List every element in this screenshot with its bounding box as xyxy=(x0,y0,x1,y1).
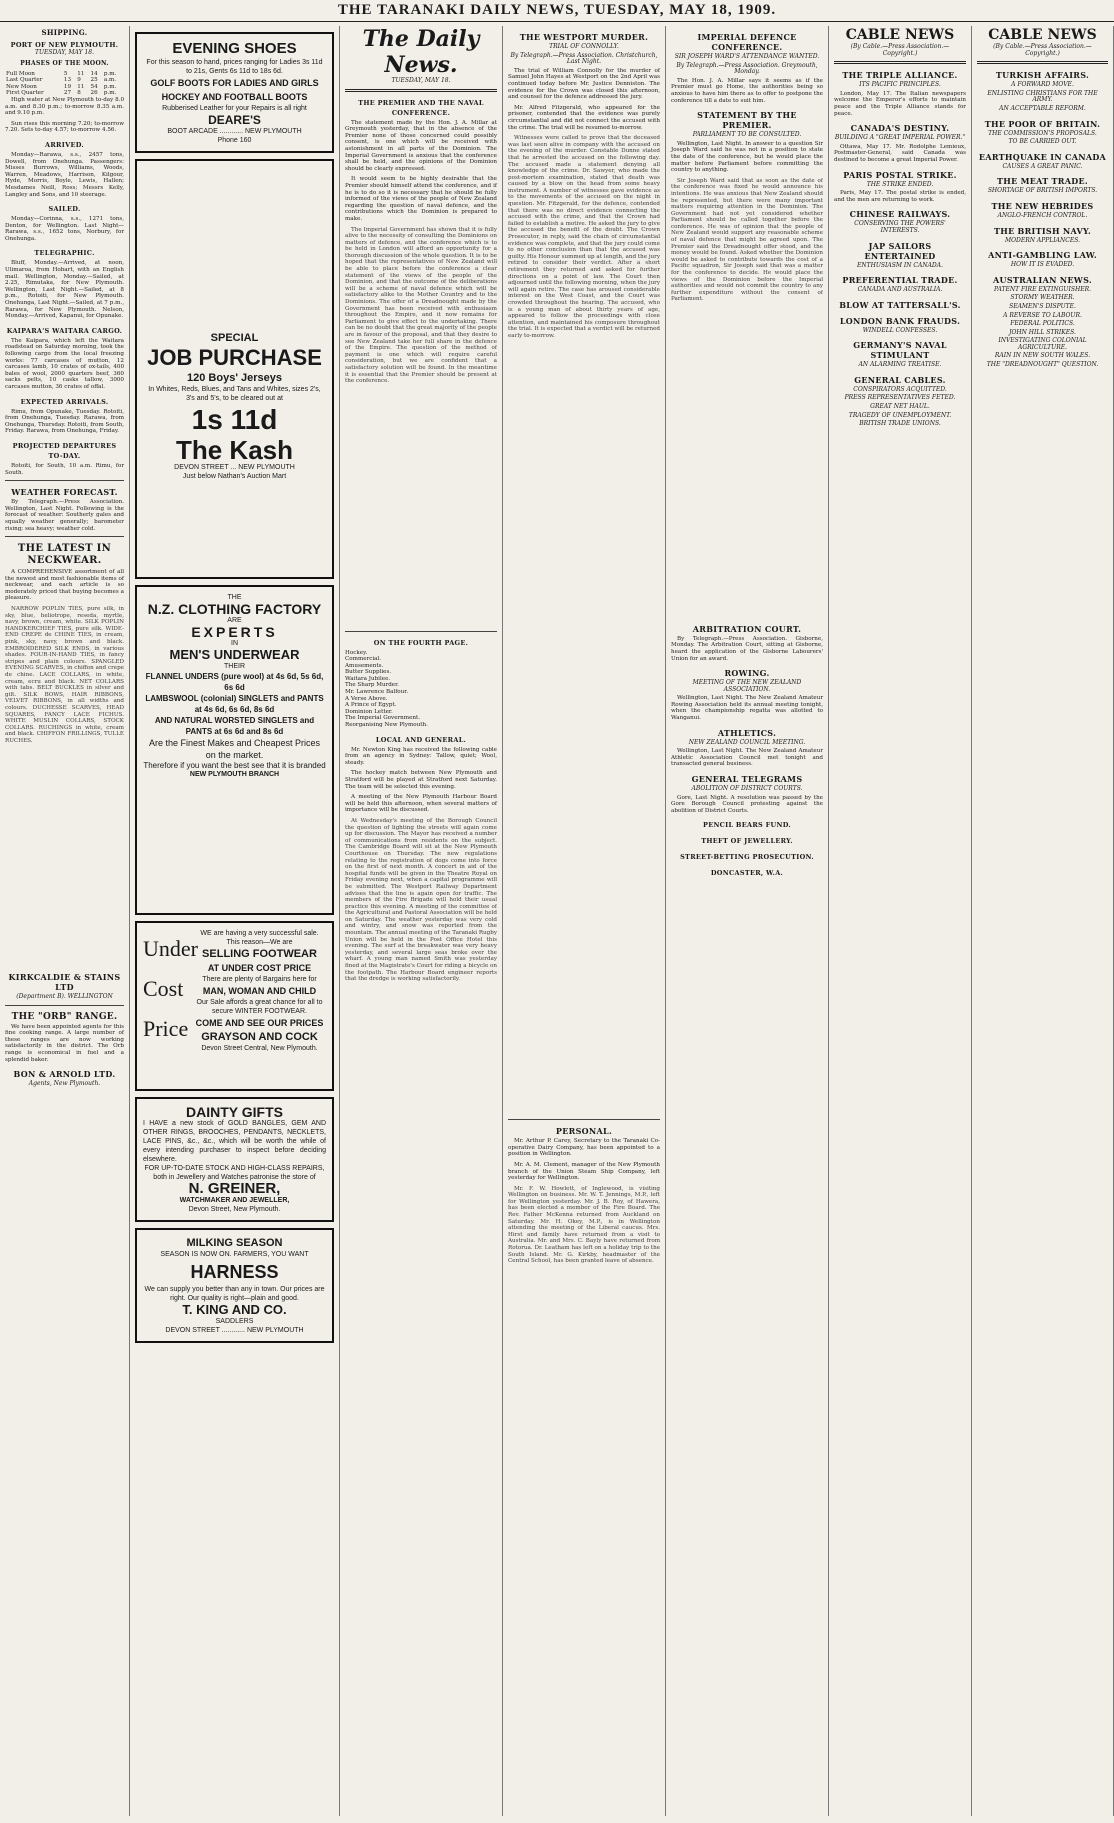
bon-arnold-place: Agents, New Plymouth. xyxy=(28,1080,101,1088)
harness-ad xyxy=(135,1228,334,1343)
hockey-boots-text: HOCKEY AND FOOTBALL BOOTS xyxy=(161,92,308,102)
extinguisher-sub: PATENT FIRE EXTINGUISHER. xyxy=(993,285,1091,293)
jap-sailors-sub: ENTHUSIASM IN CANADA. xyxy=(857,261,943,269)
australian-news-heading: AUSTRALIAN NEWS. xyxy=(993,274,1092,285)
jap-sailors-heading: JAP SAILORS ENTERTAINED xyxy=(864,240,936,261)
westport-sub: TRIAL OF CONNOLLY. xyxy=(549,43,619,50)
telegraphic-heading: TELEGRAPHIC. xyxy=(34,249,95,258)
cost-word: Cost xyxy=(143,976,184,1001)
chinese-railways-heading: CHINESE RAILWAYS. xyxy=(849,209,951,220)
canada-destiny-sub: BUILDING A "GREAT IMPERIAL POWER." xyxy=(834,134,966,142)
bank-frauds-heading: LONDON BANK FRAUDS. xyxy=(839,315,961,326)
nz-clothing-ad xyxy=(135,585,334,915)
therefore-text: Therefore if you want the best see that it is branded xyxy=(143,761,326,770)
editorial-continuation: The Imperial Government has shown that it is fully alive to the necessity of consulting the Dominions on matters of defence, and the conference which is to be held in London will afford an opportunity for a thorough discussion of the whole question. It is to be hoped that the representatives of New Zealand will be able to place before the conference a clear statement of the views of the people of the Dominion, and that the outcome of the deliberations will be a scheme of naval defence which will be satisfactory alike to the Mother Country and to the Dominions. The offer of a Dreadnought made by the Government has been received with enthusiasm throughout the Empire, and it now remains for Parliament to give effect to the undertaking. There can be no doubt that the great majority of the people are in favour of the proposal, and that they desire to see New Zealand take her full share in the defence of the Empire. The question of the method of payment is one which will require careful consideration, but we are confident that a satisfactory solution will be found. In the meantime it is essential that the Premier should be present at the conference. xyxy=(345,226,497,385)
dreadnought-sub: THE "DREADNOUGHT" QUESTION. xyxy=(986,361,1099,369)
job-purchase-ad xyxy=(135,159,334,579)
nz-are: ARE xyxy=(227,617,242,624)
bank-frauds-sub: WINDELL CONFESSES. xyxy=(862,326,938,334)
moon-heading: PHASES OF THE MOON. xyxy=(20,59,109,67)
germany-naval-heading: GERMANY'S NAVAL STIMULANT xyxy=(853,340,947,361)
greiner-name: N. GREINER, xyxy=(188,1180,281,1197)
poor-britain-heading: THE POOR OF BRITAIN. xyxy=(984,118,1101,129)
shipping-date: TUESDAY, MAY 18. xyxy=(34,49,95,56)
shortage-sub: SHORTAGE OF BRITISH IMPORTS. xyxy=(987,187,1098,195)
preferential-trade-heading: PREFERENTIAL TRADE. xyxy=(842,275,958,286)
list-item: Butter Supplies. xyxy=(345,669,392,676)
theft-heading: THEFT OF JEWELLERY. xyxy=(701,837,793,846)
sailed-heading: SAILED. xyxy=(48,205,81,214)
rowing-sub: MEETING OF THE NEW ZEALAND ASSOCIATION. xyxy=(692,679,802,693)
cable-news-title-2: CABLE NEWS xyxy=(988,27,1097,43)
fourth-page-heading: ON THE FOURTH PAGE. xyxy=(373,638,469,647)
sailed-text: Monday—Corinna, s.s., 1271 tons, Denton, for Wellington. Last Night—Rarawa, s.s., 1652 tons, Norbury, for Onehunga. xyxy=(5,216,124,242)
new-hebrides-heading: THE NEW HEBRIDES xyxy=(991,200,1094,211)
general-telegrams-body: Gore, Last Night. A resolution was passed by the Gore Borough Council protesting against the abolition of District Courts. xyxy=(671,794,823,814)
projected-heading: PROJECTED DEPARTURES TO-DAY. xyxy=(12,441,117,460)
cargo-text: The Kaipara, which left the Waitara roadstead on Saturday morning, took the following cargo from the local freezing works: 77 carcases of mutton, 12 carcases lamb, 10 crates of ox-tails, 400 bales of wool, 2000 quarters beef, 360 sacks pelts, 10 casks tallow, 3000 carcases mutton, 36 crates of offal. xyxy=(5,337,124,390)
natural-worsted-text: AND NATURAL WORSTED SINGLETS and PANTS at 6s 6d and 8s 6d xyxy=(154,716,315,736)
john-hill-sub: JOHN HILL STRIKES. xyxy=(1009,328,1076,336)
job-purchase-heading: JOB PURCHASE xyxy=(147,345,322,370)
telegraphic-text: Bluff, Monday.—Arrived, at noon, Ulimaroa, from Hobart, with an English mail. Wellington, Monday.—Sailed, at 2.25, Rimutaka, for New Plymouth. Wellington, Last Night.—Sailed, at 8 p.m., Rotoiti, for New Plymouth. Onehunga, Last Night.—Sailed, at 7 p.m., Rarawa, for New Plymouth. Nelson, Monday.—Arrived, Kapanui, for Opunake. xyxy=(5,260,124,320)
dainty-gifts-ad xyxy=(135,1097,334,1222)
cable-news-title: CABLE NEWS xyxy=(845,27,955,43)
jerseys-desc: In Whites, Reds, Blues, and Tans and Whites, sizes 2's, 3's and 5's, to be cleared out at xyxy=(148,386,321,402)
at-under-cost: AT UNDER COST PRICE xyxy=(207,963,312,973)
cable-news-sub: (By Cable.—Press Association.—Copyright.) xyxy=(850,43,950,57)
arrived-text: Monday—Rarawa, s.s., 2457 tons, Dowell, from Onehunga. Passengers: Misses Burrows, Williams, Woods, Warren, Meadows, Harrison, Kilgour, Hyde, Morris, Boyle, Lewis, Hallen; Mesdames Neill, Ross; Messrs Kelly, Langley and Sons, and 10 steerage. xyxy=(5,151,124,198)
projected-text: Rotoiti, for South, 10 a.m. Rimu, for South. xyxy=(5,462,124,476)
imperial-defence-tele: By Telegraph.—Press Association. Greymouth, Monday. xyxy=(676,61,818,76)
germany-naval-sub: AN ALARMING TREATISE. xyxy=(858,361,942,369)
press-feted-sub: PRESS REPRESENTATIVES FETED. xyxy=(844,394,956,402)
saddlers-text: SADDLERS xyxy=(215,1318,254,1325)
editorial-heading: THE PREMIER AND THE NAVAL CONFERENCE. xyxy=(358,98,484,117)
list-item: Dominion Letter. xyxy=(345,708,393,715)
paper-name: The Daily News. xyxy=(362,26,480,78)
earthquake-heading: EARTHQUAKE IN CANADA xyxy=(978,151,1107,162)
personal-heading: PERSONAL. xyxy=(555,1126,613,1137)
table-row: First Quarter 27 8 26 p.m. xyxy=(6,90,117,97)
westport-continuation: Witnesses were called to prove that the deceased was last seen alive in company with the accused on the evening of the murder. Constable Dunne stated that he arrested the accused on the following day. The accused made a statement denying all knowledge of the crime. Dr. Sawyer, who made the post-mortem examination, stated that death was caused by a blow on the head from some heavy instrument. A number of witnesses gave evidence as to the movements of the accused on the night in question. Mr. Fitzgerald, for the defence, contended that there was no direct evidence connecting the accused with the crime, and that the Crown had failed to establish a motive. He asked the jury to give the accused the benefit of the doubt. The Crown Prosecutor, in reply, said the chain of circumstantial evidence was complete, and that the jury could come to no other conclusion than that the accused was guilty. His Honour summed up at length, and the jury retired to consider their verdict. After a short retirement they returned and asked for further directions on a point of law. The Court then adjourned until the following morning, when the jury will again retire. The case has aroused considerable interest on the West Coast, and the Court was crowded throughout the hearing. The accused, who is a young man of about thirty years of age, appeared to follow the proceedings with close attention, and maintained his composure throughout the trial. It is expected that a verdict will be returned early to-morrow. xyxy=(508,135,660,339)
neckwear-heading: THE LATEST IN NECKWEAR. xyxy=(17,543,112,567)
athletics-sub: NEW ZEALAND COUNCIL MEETING. xyxy=(688,738,806,746)
editorial-body-2: It would seem to be highly desirable that the Premier should himself attend the conference, and if he is to do so it is necessary that he should be fully informed of the views of the people of New Zealand regarding the question of naval defence, and the contributions which the Dominion is prepared to make. xyxy=(345,176,497,222)
general-telegrams-heading: GENERAL TELEGRAMS xyxy=(691,774,803,785)
table-row: New Moon 19 11 54 p.m. xyxy=(6,83,117,90)
rubber-leather-text: Rubberised Leather for your Repairs is all right xyxy=(162,105,307,112)
king-address: DEVON STREET ............ NEW PLYMOUTH xyxy=(165,1327,304,1334)
evaded-sub: HOW IT IS EVADED. xyxy=(1010,261,1075,269)
price-word: Price xyxy=(143,1016,189,1041)
westport-heading: THE WESTPORT MURDER. xyxy=(519,32,649,42)
kash-address: DEVON STREET ... NEW PLYMOUTH xyxy=(174,464,295,471)
turkish-affairs-heading: TURKISH AFFAIRS. xyxy=(995,70,1090,81)
nz-branch: NEW PLYMOUTH BRANCH xyxy=(189,771,280,778)
under-cost-ad xyxy=(135,921,334,1091)
personal-body-2: Mr. A. M. Clement, manager of the New Plymouth branch of the Union Steam Ship Company, left yesterday for Wellington. xyxy=(508,1161,660,1182)
personal-body: Mr. Arthur P. Carey, Secretary to the Taranaki Co-operative Dairy Company, has been appointed to a position in Wellington. xyxy=(508,1138,660,1158)
golf-boots-text: GOLF BOOTS FOR LADIES AND GIRLS xyxy=(150,78,319,88)
kirkcaldie-dept: (Department B). WELLINGTON xyxy=(16,993,113,1001)
flannel-text: FLANNEL UNDERS (pure wool) at 4s 6d, 5s 6d, 6s 6d xyxy=(145,672,324,692)
local-body-3: A meeting of the New Plymouth Harbour Board will be held this afternoon, when several matters of importance will be discussed. xyxy=(345,794,497,814)
list-item: Commercial. xyxy=(345,656,382,663)
selling-intro: WE are having a very successful sale. This reason—We are xyxy=(200,930,319,946)
expected-heading: EXPECTED ARRIVALS. xyxy=(20,397,109,406)
evening-shoes-sub: For this season to hand, prices ranging for Ladies 3s 11d to 21s, Gents 6s 11d to 18s 6d. xyxy=(146,59,323,75)
chinese-railways-sub: CONSERVING THE POWERS' INTERESTS. xyxy=(854,220,946,234)
paris-strike-heading: PARIS POSTAL STRIKE. xyxy=(843,169,957,180)
list-item: Hockey. xyxy=(345,649,368,656)
paris-strike-body: Paris, May 17. The postal strike is ended, and the men are returning to work. xyxy=(834,190,966,203)
meat-trade-heading: THE MEAT TRADE. xyxy=(997,176,1088,187)
deare-phone: Phone 160 xyxy=(217,137,252,144)
under-word: Under xyxy=(143,936,198,961)
kirkcaldie-name: KIRKCALDIE & STAINS LTD xyxy=(8,972,121,993)
dainty-gifts-body: I HAVE a new stock of GOLD BANGLES, GEM AND OTHER RINGS, BROOCHES, PENDANTS, NECKLETS, LACE PINS, &c., &c., which will be worth the while of every intending purchaser to inspect before deciding elsewhere. xyxy=(143,1120,326,1163)
column-cable-news-2 xyxy=(972,26,1114,1816)
orb-text: We have been appointed agents for this fine cooking range. A large number of these ranges are now working satisfactorily in the district. The Orb range is economical in fuel and a splendid baker. xyxy=(5,1023,124,1063)
general-cables-sub: CONSPIRATORS ACQUITTED. xyxy=(853,385,947,393)
rowing-body: Wellington, Last Night. The New Zealand Amateur Rowing Association held its annual meeting tonight, when the championship regatta was allotted to Wanganui. xyxy=(671,695,823,722)
reverse-labour-sub: A REVERSE TO LABOUR. xyxy=(1003,311,1082,319)
carried-out-sub: TO BE CARRIED OUT. xyxy=(1008,138,1077,146)
enlisting-sub: ENLISTING CHRISTIANS FOR THE ARMY. xyxy=(987,89,1098,104)
harness-heading: HARNESS xyxy=(190,1262,279,1282)
neckwear-text: A COMPREHENSIVE assortment of all the newest and most fashionable items of neckwear, and each article is so moderately priced that buying becomes a pleasure. xyxy=(5,569,124,602)
arrived-heading: ARRIVED. xyxy=(45,140,84,149)
panic-sub: CAUSES A GREAT PANIC. xyxy=(1002,162,1083,170)
table-row: Last Quarter 13 9 25 a.m. xyxy=(6,77,117,84)
fourth-page-list xyxy=(345,650,497,729)
tattersalls-heading: BLOW AT TATTERSALL'S. xyxy=(839,299,961,310)
weather-heading: WEATHER FORECAST. xyxy=(11,487,118,498)
personal-continuation: Mr. F. W. Howlett, of Inglewood, is visiting Wellington on business. Mr. W. T. Jennings, M.P., left for Wellington yesterday. Mr. J. B. Roy, of Hawera, has been elected a member of the Fire Board. The Rev. Father McKenna returned from Auckland on Saturday. Mr. H. Okey, M.P., is in Wellington attending the meeting of the Liberal caucus. Mrs. Hirst and family have returned from a visit to Australia. Mr. and Mrs. C. Bayly have returned from Rotorua. Dr. Leatham has left on a holiday trip to the South Island. Mr. G. Kirkby, headmaster of the Central School, has been granted leave of absence. xyxy=(508,1185,660,1265)
neckwear-list: NARROW POPLIN TIES, pure silk, in sky, blue, heliotrope, reseda, myrtle, navy, brown, cream, white. SILK POPLIN HANDKERCHIEF TIES, pure silk. WIDE-END CREPE de CHINE TIES, in cream, pink, sky, navy, brown and black. EMBROIDERED SILK ENDS, in various shades. FOUR-IN-HAND TIES, in fancy stripes and plain colours. SPANGLED EVENING SCARVES, in chiffon and crepe de chine. LACE COLLARS, in white, cream, ecru and black. NET COLLARS with tabs. BELT BUCKLES in silver and gilt. SILK BOWS, HAIR RIBBONS, VELVET RIBBONS, in all widths and colours. DUCHESSE SCARVES, HEAD SQUARES, FANCY LACE FICHUS. WHITE MUSLIN COLLARS, STOCK COLLARS. RUCHINGS in white, cream and black. CHIFFON FRILLINGS, TULLE RUCHES. xyxy=(5,606,124,744)
list-item: Waitara Jubilee. xyxy=(345,675,391,682)
rain-nsw-sub: RAIN IN NEW SOUTH WALES. xyxy=(994,352,1091,360)
federal-sub: FEDERAL POLITICS. xyxy=(1010,320,1075,328)
column-advertisements xyxy=(130,26,340,1816)
canada-destiny-body: Ottawa, May 17. Mr. Rodolphe Lemieux, Postmaster-General, said Canada was destined to become a great Imperial Power. xyxy=(834,143,966,163)
column-cable-news-1 xyxy=(829,26,972,1816)
bon-arnold-name: BON & ARNOLD LTD. xyxy=(13,1069,116,1080)
westport-body: The trial of William Connolly for the murder of Samuel John Hayes at Westport on the 2nd April was continued today before Mr. Justice Denniston. The evidence for the Crown was closed this afternoon, and counsel for the defence addressed the jury. xyxy=(508,67,660,101)
imperial-defence-body: The Hon. J. A. Millar says it seems as if the Premier must go Home, the authorities being so anxious to have him there as to offer to postpone the conference till a date to suit him. xyxy=(671,77,823,104)
local-general-heading: LOCAL AND GENERAL. xyxy=(375,735,467,744)
westport-tele: By Telegraph.—Press Association. Christchurch, Last Night. xyxy=(510,51,658,66)
forward-move-sub: A FORWARD MOVE. xyxy=(1011,81,1074,89)
rowing-heading: ROWING. xyxy=(724,668,770,679)
paris-strike-sub: THE STRIKE ENDED. xyxy=(866,180,934,188)
triple-alliance-heading: THE TRIPLE ALLIANCE. xyxy=(842,70,958,81)
imperial-defence-heading: IMPERIAL DEFENCE CONFERENCE. xyxy=(697,32,797,52)
cargo-heading: KAIPARA'S WAITARA CARGO. xyxy=(6,326,123,335)
column-news xyxy=(503,26,666,1816)
list-item: The Imperial Government. xyxy=(345,715,421,722)
athletics-body: Wellington, Last Night. The New Zealand Amateur Athletic Association Council met tonight and transacted general business. xyxy=(671,748,823,768)
harness-body: We can supply you better than any in town. Our prices are right. Our quality is right—plain and good. xyxy=(144,1286,325,1302)
mens-underwear-text: MEN'S UNDERWEAR xyxy=(169,647,300,662)
list-item: A Verse Above. xyxy=(345,695,388,702)
list-item: The Sharp Murder. xyxy=(345,682,399,689)
preferential-trade-sub: CANADA AND AUSTRALIA. xyxy=(857,286,943,294)
shipping-title: SHIPPING. xyxy=(41,28,88,37)
milking-season-heading: MILKING SEASON xyxy=(186,1237,283,1249)
orb-heading: THE "ORB" RANGE. xyxy=(11,1011,118,1022)
winter-footwear-text: Our Sale affords a great chance for all to secure WINTER FOOTWEAR. xyxy=(196,999,323,1015)
doncaster-heading: DONCASTER, W.A. xyxy=(710,869,784,878)
evening-shoes-heading: EVENING SHOES xyxy=(172,40,297,57)
local-continuation: At Wednesday's meeting of the Borough Council the question of lighting the streets will again come up for discussion. The Mayor has received a number of communications from residents on the subject. The Cambridge Board will sit at the New Plymouth Courthouse on Thursday. The new regulations relating to the registration of dogs come into force on the first of next month. A concert in aid of the hospital funds will be given in the Theatre Royal on Friday evening next, when a capital programme will be submitted. The Westport Railway Department advises that the line is again open for traffic. The members of the Fire Brigade will hold their usual practice this evening. A meeting of the committee of the Agricultural and Pastoral Association will be held on Saturday. The weather yesterday was very cold and wintry, and snow was reported from the mountain. The annual meeting of the Taranaki Rugby Union will be held in the Post Office Hotel this evening. The surf at the breakwater was very heavy yesterday, and several large seas broke over the wharf. A young man named Smith was yesterday fined at the Magistrate's Court for riding a bicycle on the footpath. The Harbour Board engineer reports that the dredge is working satisfactorily. xyxy=(345,817,497,983)
imperial-defence-sub: SIR JOSEPH WARD'S ATTENDANCE WANTED. xyxy=(674,53,820,60)
milking-sub: SEASON IS NOW ON. FARMERS, YOU WANT xyxy=(160,1251,309,1258)
cable-news-sub-2: (By Cable.—Press Association.—Copyright.) xyxy=(993,43,1092,57)
greiner-address: Devon Street, New Plymouth. xyxy=(188,1206,281,1213)
kash-name: The Kash xyxy=(175,435,294,465)
british-navy-heading: THE BRITISH NAVY. xyxy=(993,225,1092,236)
local-body-2: The hockey match between New Plymouth and Stratford will be played at Stratford next Saturday. The team will be selected this evening. xyxy=(345,770,497,790)
local-body-1: Mr. Newton King has received the following cable from an agency in Sydney: Tallow, quiet; Wool, steady. xyxy=(345,746,497,766)
jersey-price: 1s 11d xyxy=(191,404,278,435)
pencil-bears-heading: PENCIL BEARS FUND. xyxy=(703,821,791,830)
come-see-text: COME AND SEE OUR PRICES xyxy=(195,1018,324,1028)
triple-alliance-sub: ITS PACIFIC PRINCIPLES. xyxy=(859,81,941,89)
tide-text: High water at New Plymouth to-day 8.0 a.m. and 8.30 p.m.; to-morrow 8.35 a.m. and 9.10 p.m. xyxy=(5,96,124,117)
trade-unions-sub: BRITISH TRADE UNIONS. xyxy=(859,420,941,428)
nz-in: IN xyxy=(231,640,238,647)
westport-body-2: Mr. Alfred Fitzgerald, who appeared for the prisoner, contended that the evidence was purely circumstantial and did not connect the accused with the crime. The trial will be resumed to-morrow. xyxy=(508,104,660,131)
commission-sub: THE COMMISSION'S PROPOSALS. xyxy=(988,129,1097,137)
arbitration-heading: ARBITRATION COURT. xyxy=(692,623,802,634)
anglo-french-sub: ANGLO-FRENCH CONTROL. xyxy=(997,211,1088,219)
acceptable-reform-sub: AN ACCEPTABLE REFORM. xyxy=(999,104,1086,112)
statement-body: Wellington, Last Night. In answer to a question Sir Joseph Ward said he was not in a position to state the date of the conference, but he would place the matter before Parliament before committing the country to anything. xyxy=(671,140,823,174)
lambswool-text: LAMBSWOOL (colonial) SINGLETS and PANTS at 4s 6d, 6s 6d, 8s 6d xyxy=(145,694,324,714)
selling-footwear: SELLING FOOTWEAR xyxy=(202,948,317,960)
street-betting-heading: STREET-BETTING PROSECUTION. xyxy=(680,853,814,862)
stormy-sub: STORMY WEATHER. xyxy=(1010,294,1075,302)
general-cables-heading: GENERAL CABLES. xyxy=(854,374,946,385)
special-label: SPECIAL xyxy=(210,332,259,344)
column-shipping xyxy=(0,26,130,1816)
man-woman-child: MAN, WOMAN AND CHILD xyxy=(202,986,317,996)
dainty-gifts-heading: DAINTY GIFTS xyxy=(186,1104,283,1120)
sun-text: Sun rises this morning 7.20; to-morrow 7.20. Sets to-day 4.57; to-morrow 4.56. xyxy=(5,120,124,134)
masthead: THE TARANAKI DAILY NEWS, TUESDAY, MAY 18, 1909. xyxy=(0,0,1114,22)
unemployment-sub: TRAGEDY OF UNEMPLOYMENT. xyxy=(848,411,952,419)
list-item: Mr. Lawrence Balfour. xyxy=(345,689,409,696)
column-telegrams xyxy=(666,26,829,1816)
port-subtitle: PORT OF NEW PLYMOUTH. xyxy=(10,41,119,49)
editorial-date: TUESDAY, MAY 18. xyxy=(391,77,451,84)
canada-destiny-heading: CANADA'S DESTINY. xyxy=(850,123,950,134)
column-editorial xyxy=(340,26,503,1816)
kash-note: Just below Nathan's Auction Mart xyxy=(182,473,287,480)
investigating-sub: INVESTIGATING COLONIAL AGRICULTURE. xyxy=(998,337,1087,351)
experts-text: EXPERTS xyxy=(191,624,278,640)
list-item: A Prince of Egypt. xyxy=(345,702,397,709)
jerseys-text: 120 Boys' Jerseys xyxy=(187,372,282,384)
grayson-address: Devon Street Central, New Plymouth. xyxy=(201,1045,318,1052)
expected-text: Rimu, from Opunake, Tuesday. Rotoiti, from Onehunga, Tuesday. Rarawa, from Onehunga, Thursday. Rotoiti, from South, Friday. Rarawa, from Onehunga, Friday. xyxy=(5,408,124,435)
moon-table xyxy=(5,71,124,97)
triple-alliance-body: London, May 17. The Italian newspapers welcome the Emperor's efforts to maintain peace and the Triple Alliance stands for peace. xyxy=(834,90,966,117)
anti-gambling-heading: ANTI-GAMBLING LAW. xyxy=(988,250,1097,261)
statement-sub: PARLIAMENT TO BE CONSULTED. xyxy=(692,131,802,139)
general-telegrams-sub: ABOLITION OF DISTRICT COURTS. xyxy=(691,785,803,793)
table-row: Full Moon 5 11 14 p.m. xyxy=(6,70,117,77)
bargains-text: There are plenty of Bargains here for xyxy=(202,976,317,983)
nz-their: THEIR xyxy=(224,663,245,670)
nz-the: THE xyxy=(227,594,242,601)
repairs-text: FOR UP-TO-DATE STOCK AND HIGH-CLASS REPAIRS, both in Jewellery and Watches patronise the store of xyxy=(144,1165,325,1181)
deare-address: BOOT ARCADE ............ NEW PLYMOUTH xyxy=(167,128,302,135)
weather-text: By Telegraph.—Press Association. Wellington, Last Night. Following is the forecast of weather: Southerly gales and squally weather generally; barometer rising; sea heavy; weather cold. xyxy=(5,499,124,532)
greiner-role: WATCHMAKER AND JEWELLER, xyxy=(179,1197,290,1204)
deare-name: DEARE'S xyxy=(208,113,261,127)
finest-makes-text: Are the Finest Makes and Cheapest Prices on the market. xyxy=(148,738,321,760)
nz-clothing-heading: N.Z. CLOTHING FACTORY xyxy=(147,601,322,617)
king-name: T. KING AND CO. xyxy=(182,1302,287,1317)
statement-continuation: Sir Joseph Ward said that as soon as the date of the conference was fixed he would announce his intentions. He was anxious that New Zealand should be represented, but there were many important matters requiring attention in the Dominion. The Government had not yet considered whether Parliament should be called together before the conference. He was of opinion that the people of New Zealand would support any reasonable scheme of naval defence that might be agreed upon. The Premier said the Dreadnought offer stood, and the money would be found. Asked whether the Dominion would be asked to contribute towards the cost of a Pacific squadron, Sir Joseph said that was a matter for the conference to decide. He would place the views of the Dominion before the Imperial authorities and would not commit the country to any further expenditure without the consent of Parliament. xyxy=(671,177,823,303)
statement-heading: STATEMENT BY THE PREMIER. xyxy=(697,110,797,131)
list-item: Amusements. xyxy=(345,662,384,669)
athletics-heading: ATHLETICS. xyxy=(717,727,777,738)
arbitration-body: By Telegraph.—Press Association. Gisborne, Monday. The Arbitration Court, sitting at Gisborne, heard the application of the Gisborne Labourers' Union for an award. xyxy=(671,635,823,662)
net-haul-sub: GREAT NET HAUL. xyxy=(870,403,930,411)
list-item: Reorganising New Plymouth. xyxy=(345,722,428,729)
evening-shoes-ad xyxy=(135,32,334,153)
editorial-body: The statement made by the Hon. J. A. Millar at Greymouth yesterday, that in the absence of the Premier none of those concerned could possibly consent, is one which will be received with astonishment in all parts of the Dominion. The Imperial Government is anxious that the conference shall be held, and the opinions of the Dominion should be clearly expressed. xyxy=(345,119,497,172)
grayson-cock-name: GRAYSON AND COCK xyxy=(201,1031,318,1043)
appliances-sub: MODERN APPLIANCES. xyxy=(1004,236,1081,244)
seamen-sub: SEAMEN'S DISPUTE. xyxy=(1009,302,1076,310)
